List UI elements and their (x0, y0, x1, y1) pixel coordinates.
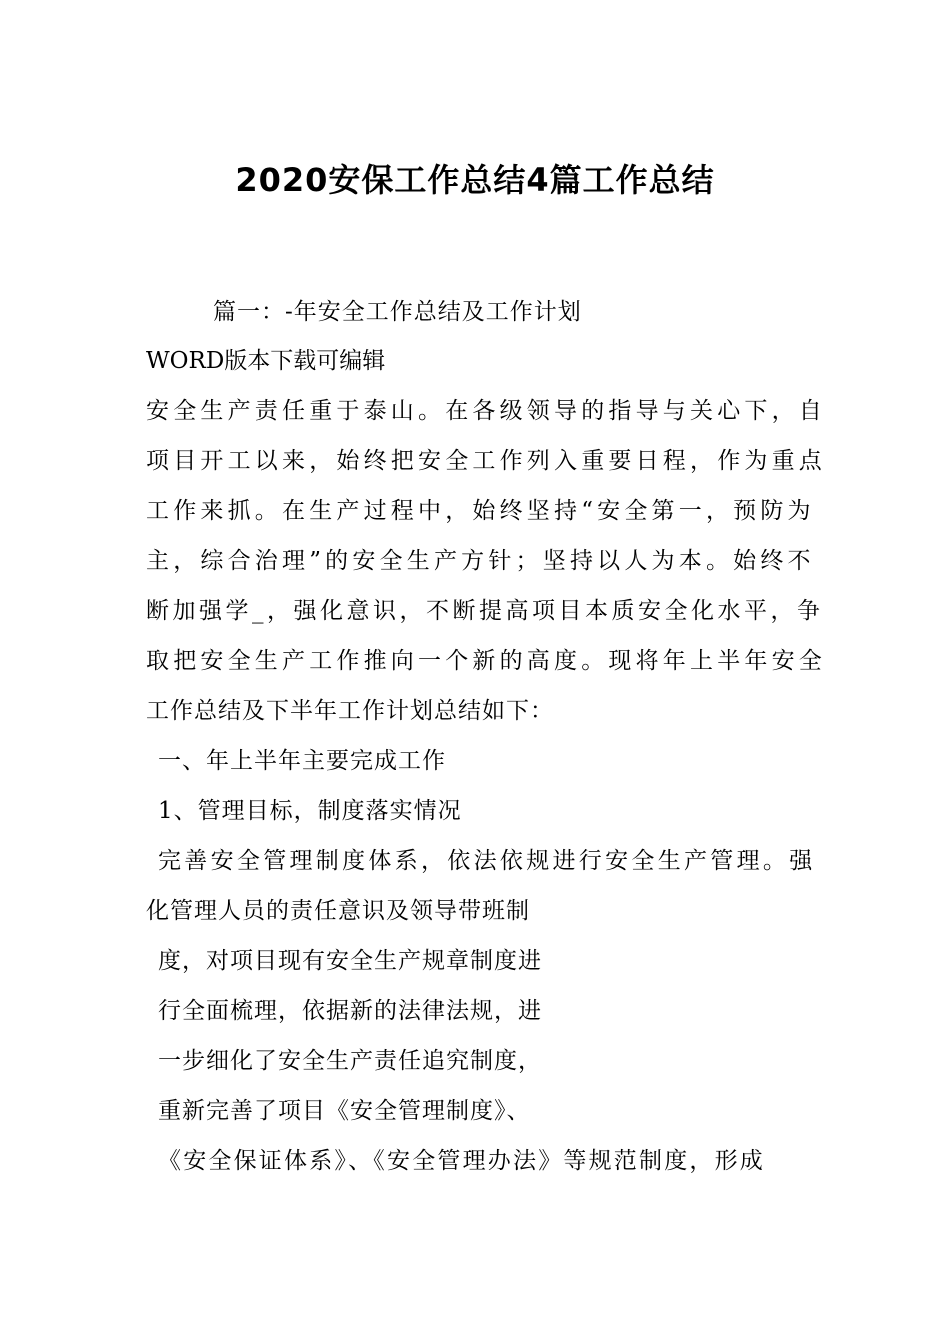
paragraph-line: 完善安全管理制度体系，依法依规进行安全生产管理。强 (158, 848, 816, 874)
paragraph-line: 工作总结及下半年工作计划总结如下： (146, 698, 554, 724)
paragraph-line: 安全生产责任重于泰山。在各级领导的指导与关心下，自 (146, 398, 826, 424)
paragraph-line: 项目开工以来，始终把安全工作列入重要日程，作为重点 (146, 448, 826, 474)
paragraph-line: 断加强学_，强化意识，不断提高项目本质安全化水平，争 (146, 598, 824, 624)
subsection-heading: 一、年上半年主要完成工作 (158, 748, 446, 774)
paragraph-line: 度，对项目现有安全生产规章制度进 (158, 948, 542, 974)
paragraph-line: 主，综合治理”的安全生产方针；坚持以人为本。始终不 (146, 548, 815, 574)
subsection-heading: 1、管理目标，制度落实情况 (158, 798, 462, 824)
paragraph-line: 工作来抓。在生产过程中，始终坚持“安全第一，预防为 (146, 498, 815, 524)
paragraph-line: WORD版本下载可编辑 (146, 348, 386, 374)
paragraph-line: 取把安全生产工作推向一个新的高度。现将年上半年安全 (146, 648, 826, 674)
paragraph-line: 化管理人员的责任意识及领导带班制 (146, 898, 530, 924)
paragraph-line: 《安全保证体系》、《安全管理办法》等规范制度，形成 (158, 1148, 765, 1174)
paragraph-line: 一步细化了安全生产责任追究制度， (158, 1048, 542, 1074)
section-heading: 篇一：-年安全工作总结及工作计划 (213, 299, 582, 325)
paragraph-line: 重新完善了项目《安全管理制度》、 (158, 1098, 531, 1124)
document-title: 2020安保工作总结4篇工作总结 (235, 161, 715, 199)
paragraph-line: 行全面梳理，依据新的法律法规，进 (158, 998, 542, 1024)
